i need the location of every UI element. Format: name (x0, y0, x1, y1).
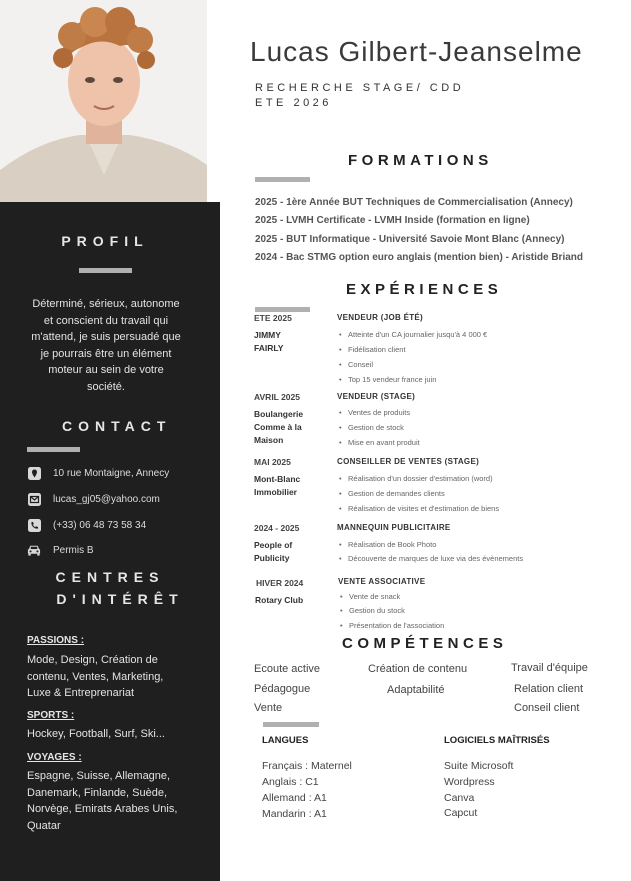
email-icon (27, 492, 41, 506)
experience-bullet: • Gestion de stock (348, 423, 404, 432)
experience-title: VENDEUR (STAGE) (337, 392, 416, 401)
interests-heading-line2: D'INTÉRÊT (56, 591, 184, 607)
software-item: Suite Microsoft (444, 760, 514, 772)
contact-heading: CONTACT (62, 418, 172, 434)
experience-bullet: • Découverte de marques de luxe via des évènements (348, 554, 523, 563)
travel-line: Quatar (27, 819, 61, 832)
contact-phone[interactable] (27, 517, 146, 533)
experience-date: HIVER 2024 (256, 578, 304, 588)
experiences-heading: EXPÉRIENCES (346, 281, 503, 298)
language-item: Français : Maternel (262, 760, 352, 772)
experience-org (255, 594, 345, 607)
profil-line: société. (87, 380, 125, 393)
profil-line: Déterminé, sérieux, autonome (32, 298, 180, 310)
experience-bullet: • Présentation de l'association (349, 621, 444, 630)
experience-bullet: • Gestion de demandes clients (348, 489, 445, 498)
experience-title: CONSEILLER DE VENTES (STAGE) (337, 457, 480, 466)
car-icon (27, 543, 41, 557)
skill-item: Adaptabilité (387, 684, 445, 696)
experience-title: VENTE ASSOCIATIVE (338, 577, 426, 586)
skill-item: Vente (254, 702, 283, 714)
phone-text[interactable]: (+33) 06 48 73 58 34 (53, 519, 147, 531)
logiciels-heading: LOGICIELS MAÎTRISÉS (444, 735, 550, 746)
experience-org (254, 408, 324, 447)
experience-bullet: • Réalisation de Book Photo (348, 540, 436, 549)
sports-line: Hockey, Football, Surf, Ski... (27, 728, 165, 740)
contact-license (27, 542, 94, 558)
profil-line: moteur au sein de votre (48, 364, 164, 376)
experience-org-line: Comme à la (254, 422, 302, 432)
email-text[interactable]: lucas_gj05@yahoo.com (53, 493, 160, 505)
skill-item: Ecoute active (254, 663, 321, 675)
skill-item: Relation client (514, 683, 584, 695)
profile-photo (0, 0, 207, 202)
language-item: Mandarin : A1 (262, 808, 327, 820)
experience-bullet: • Top 15 vendeur france juin (348, 375, 436, 384)
competences-heading: COMPÉTENCES (342, 635, 508, 652)
candidate-name: Lucas Gilbert-Jeanselme (250, 36, 583, 67)
formation-item: 2025 - BUT Informatique - Université Savoie Mont Blanc (Annecy) (255, 234, 565, 245)
travel-label: VOYAGES : (27, 752, 82, 763)
formation-item: 2025 - 1ère Année BUT Techniques de Commercialisation (Annecy) (255, 197, 573, 208)
experience-bullet: • Fidélisation client (348, 345, 406, 354)
experience-bullet: • Réalisation de visites et d'estimation de biens (348, 504, 499, 513)
location-icon (27, 466, 41, 480)
experience-bullet: • Gestion du stock (349, 606, 405, 615)
profil-line: et conscient du travail qui (43, 314, 169, 327)
passions-text (27, 652, 163, 702)
experience-date: MAI 2025 (254, 457, 291, 467)
experience-bullet: • Vente de snack (349, 592, 400, 601)
license-text: Permis B (53, 544, 94, 556)
software-item: Canva (444, 792, 475, 804)
software-item: Wordpress (444, 776, 495, 788)
langues-heading: LANGUES (262, 735, 309, 746)
contact-address (27, 465, 169, 481)
experience-org (254, 539, 324, 565)
contact-email[interactable] (27, 491, 160, 507)
experience-bullet: • Conseil (348, 360, 373, 369)
language-item: Anglais : C1 (262, 776, 319, 788)
experience-bullet: • Atteinte d'un CA journalier jusqu'à 4 000 € (348, 330, 487, 339)
passions-line: Luxe & Entreprenariat (27, 687, 135, 699)
experience-org-line: Mont-Blanc (254, 474, 301, 484)
profil-line: je pourrais être un élément (40, 347, 172, 360)
experience-org-line: Rotary Club (255, 595, 304, 605)
phone-icon (27, 518, 41, 532)
profil-line: m'attend, je suis persuadé que (31, 331, 181, 343)
subtitle-line1: RECHERCHE STAGE/ CDD (255, 82, 465, 94)
sports-label: SPORTS : (27, 710, 75, 721)
formations-divider (255, 177, 310, 182)
formation-item: 2024 - Bac STMG option euro anglais (mention bien) - Aristide Briand (255, 252, 584, 263)
formation-item: 2025 - LVMH Certificate - LVMH Inside (formation en ligne) (255, 215, 530, 226)
experience-date: AVRIL 2025 (254, 392, 300, 402)
profil-heading: PROFIL (61, 233, 149, 249)
passions-label: PASSIONS : (27, 635, 85, 646)
skill-item: Travail d'équipe (511, 662, 588, 674)
address-text: 10 rue Montaigne, Annecy (53, 467, 170, 479)
formations-heading: FORMATIONS (348, 152, 493, 169)
experience-org-line: Immobilier (254, 487, 297, 497)
travel-text (27, 768, 177, 834)
language-item: Allemand : A1 (262, 792, 327, 804)
subtitle-line2: ETE 2026 (255, 97, 332, 109)
skill-item: Conseil client (514, 702, 580, 714)
experiences-divider (255, 307, 310, 312)
travel-line: Norvège, Emirats Arabes Unis, (27, 803, 178, 815)
skill-item: Pédagogue (254, 683, 311, 695)
experience-org (254, 473, 324, 499)
experience-date: 2024 - 2025 (254, 523, 300, 533)
passions-line: contenu, Ventes, Marketing, (27, 670, 164, 683)
skill-item: Création de contenu (368, 663, 468, 675)
competences-divider (263, 722, 319, 727)
experience-date: ETE 2025 (254, 313, 292, 323)
experience-org-line: Publicity (254, 553, 290, 563)
software-item: Capcut (444, 807, 478, 819)
experience-org-line: FAIRLY (254, 343, 284, 353)
experience-org-line: Boulangerie (254, 409, 304, 419)
passions-line: Mode, Design, Création de (27, 654, 158, 666)
travel-line: Espagne, Suisse, Allemagne, (27, 770, 171, 782)
experience-org (254, 329, 324, 355)
experience-bullet: • Ventes de produits (348, 408, 410, 417)
experience-title: VENDEUR (JOB ÉTÉ) (337, 313, 423, 322)
contact-divider (27, 447, 80, 452)
interests-heading-line1: CENTRES (55, 569, 165, 585)
experience-org-line: People of (254, 540, 293, 550)
sports-text (27, 726, 165, 743)
experience-bullet: • Mise en avant produit (348, 438, 420, 447)
experience-bullet: • Réalisation d'un dossier d'estimation (word) (348, 474, 493, 483)
experience-org-line: Maison (254, 435, 284, 445)
experience-org-line: JIMMY (254, 330, 281, 340)
profil-divider (79, 268, 132, 273)
experience-title: MANNEQUIN PUBLICITAIRE (337, 523, 451, 532)
travel-line: Danemark, Finlande, Suède, (27, 786, 168, 799)
profil-text (0, 296, 212, 395)
